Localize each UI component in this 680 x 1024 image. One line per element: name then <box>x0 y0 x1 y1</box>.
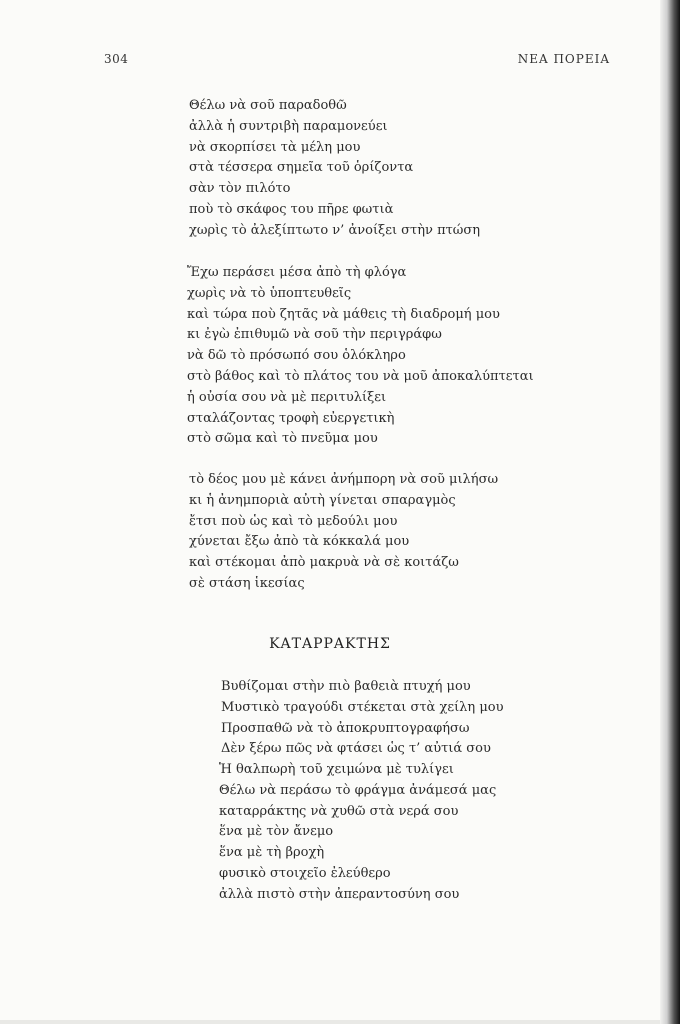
verse-line: νὰ σκορπίσει τὰ μέλη μου <box>189 139 361 155</box>
verse-line: σὲ στάση ἱκεσίας <box>189 575 305 591</box>
poem-title: ΚΑΤΑΡΡΑΚΤΗΣ <box>269 636 391 652</box>
verse-line: καταρράκτης νὰ χυθῶ στὰ νερά σου <box>219 803 459 819</box>
verse-line: ἀλλὰ ἡ συντριβὴ παραμονεύει <box>189 118 388 134</box>
verse-line: στὸ σῶμα καὶ τὸ πνεῦμα μου <box>187 431 378 447</box>
verse-line: Θέλω νὰ περάσω τὸ φράγμα ἀνάμεσά μας <box>219 782 497 798</box>
verse-line: ποὺ τὸ σκάφος του πῆρε φωτιὰ <box>189 201 394 217</box>
poem1-stanza-1 <box>189 96 480 242</box>
verse-line: Θέλω νὰ σοῦ παραδοθῶ <box>189 98 347 113</box>
page-bottom-edge <box>0 1020 660 1024</box>
verse-line: χύνεται ἔξω ἀπὸ τὰ κόκκαλά μου <box>189 534 410 550</box>
running-head: ΝΕΑ ΠΟΡΕΙΑ <box>517 52 610 66</box>
verse-line: καὶ τώρα ποὺ ζητᾶς νὰ μάθεις τὴ διαδρομή μου <box>187 306 500 322</box>
verse-line: Δὲν ξέρω πῶς νὰ φτάσει ὡς τ’ αὐτιά σου <box>221 741 491 757</box>
page-number: 304 <box>104 52 129 66</box>
verse-line: χωρὶς νὰ τὸ ὑποπτευθεῖς <box>187 285 352 301</box>
verse-line: ἕνα μὲ τὸν ἄνεμο <box>219 824 334 840</box>
verse-line: Ἡ θαλπωρὴ τοῦ χειμώνα μὲ τυλίγει <box>219 762 454 777</box>
poem1-stanza-3 <box>189 470 498 595</box>
verse-line: κι ἐγὼ ἐπιθυμῶ νὰ σοῦ τὴν περιγράφω <box>187 327 442 343</box>
verse-line: κι ἡ ἀνημποριὰ αὐτὴ γίνεται σπαραγμὸς <box>189 492 456 508</box>
verse-line: στὸ βάθος καὶ τὸ πλάτος του νὰ μοῦ ἀποκαλύπτεται <box>187 368 534 384</box>
poem2-stanza-2 <box>219 760 496 906</box>
verse-line: Μυστικὸ τραγούδι στέκεται στὰ χείλη μου <box>221 699 504 715</box>
verse-line: σταλάζοντας τροφὴ εὐεργετικὴ <box>187 410 395 426</box>
verse-line: χωρὶς τὸ ἀλεξίπτωτο ν’ ἀνοίξει στὴν πτώση <box>189 222 481 238</box>
verse-line: Προσπαθῶ νὰ τὸ ἀποκρυπτογραφήσω <box>221 720 470 736</box>
verse-line: ἀλλὰ πιστὸ στὴν ἀπεραντοσύνη σου <box>219 886 460 902</box>
verse-line: Βυθίζομαι στὴν πιὸ βαθειὰ πτυχή μου <box>221 679 471 694</box>
book-spine-shadow <box>660 0 680 1024</box>
poem1-stanza-2 <box>187 263 534 450</box>
verse-line: ἡ οὐσία σου νὰ μὲ περιτυλίξει <box>187 389 387 405</box>
poem2-stanza-1 <box>221 677 504 760</box>
verse-line: τὸ δέος μου μὲ κάνει ἀνήμπορη νὰ σοῦ μιλήσω <box>189 472 499 487</box>
verse-line: ἕνα μὲ τὴ βροχὴ <box>219 845 325 861</box>
verse-line: στὰ τέσσερα σημεῖα τοῦ ὁρίζοντα <box>189 160 414 176</box>
verse-line: Ἔχω περάσει μέσα ἀπὸ τὴ φλόγα <box>187 265 407 280</box>
verse-line: σὰν τὸν πιλότο <box>189 181 291 197</box>
verse-line: νὰ δῶ τὸ πρόσωπό σου ὁλόκληρο <box>187 348 406 364</box>
verse-line: φυσικὸ στοιχεῖο ἐλεύθερο <box>219 865 391 881</box>
verse-line: καὶ στέκομαι ἀπὸ μακρυὰ νὰ σὲ κοιτάζω <box>189 555 459 571</box>
verse-line: ἔτσι ποὺ ὡς καὶ τὸ μεδούλι μου <box>189 513 398 529</box>
